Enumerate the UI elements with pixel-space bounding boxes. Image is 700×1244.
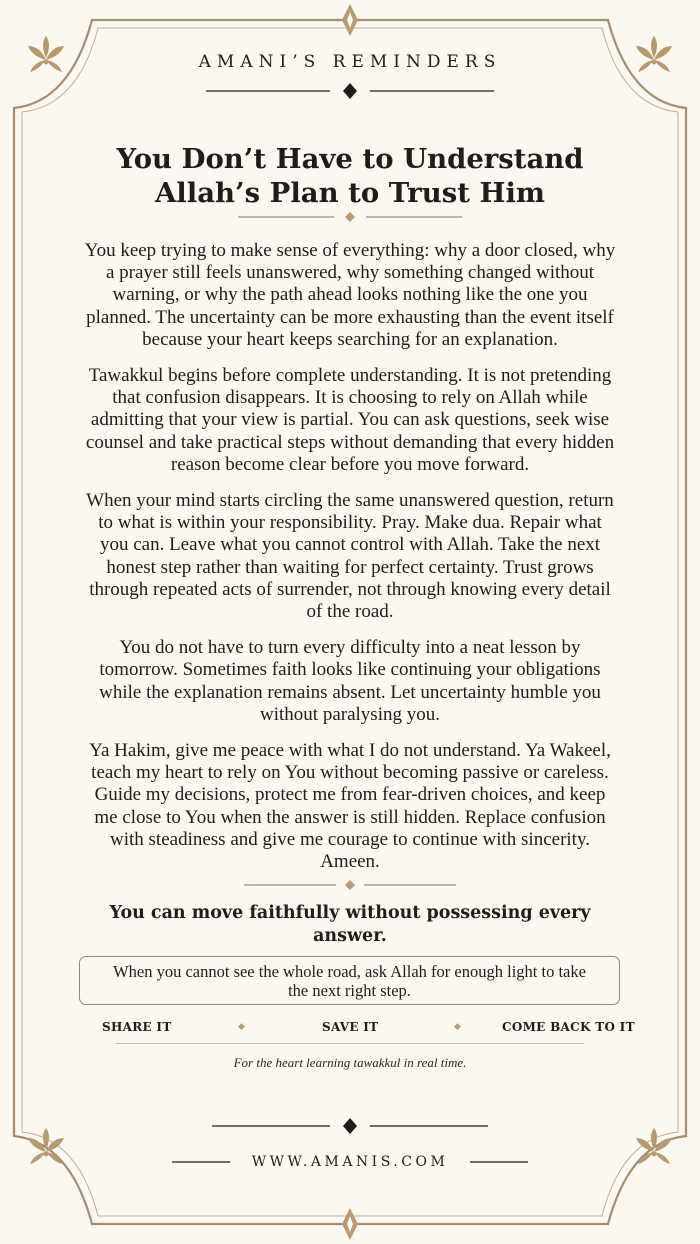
dua-paragraph: Ya Hakim, give me peace with what I do not understand. Ya Wakeel, teach my heart to rely on You without becoming passive or careless. Guide my decisions, protect me from fear-driven choices, and keep me close to You when the answer is still hidden. Replace confusion with steadiness and give me courage to continue with sincerity. Ameen. [89,740,611,873]
actions-divider [116,1043,584,1044]
callout-text: When you cannot see the whole road, ask Allah for enough light to take the next right step. [113,961,586,1000]
title-line-2: Allah’s Plan to Trust Him [154,177,546,209]
diamond-separator-icon: ◆ [454,1022,462,1032]
paragraph: You keep trying to make sense of everything: why a door closed, why a prayer still feels unanswered, why something changed without warning, or why the path ahead looks nothing like the one you planned. The uncertainty can be more exhausting than the event itself because your heart keeps searching for an explanation. [84,240,616,350]
save-button[interactable]: SAVE IT [322,1020,379,1034]
paragraph: When your mind starts circling the same unanswered question, return to what is within your responsibility. Pray. Make dua. Repair what you can. Leave what you cannot control with Allah. Take the next honest step rather than waiting for perfect certainty. Trust grows through repeated acts of surrender, not through knowing every detail of the road. [86,490,614,623]
action-row [100,1020,635,1036]
title-line-1: You Don’t Have to Understand [116,143,584,175]
page-title [40,142,660,210]
website-link[interactable]: WWW.AMANIS.COM [251,1154,449,1170]
paragraph: You do not have to turn every difficulty into a neat lesson by tomorrow. Sometimes faith looks like continuing your obligations while the explanation remains absent. Let uncertainty humble you without paralysing you. [99,637,601,725]
takeaway-heading: You can move faithfully without possessing every answer. [109,903,591,946]
callout-box [79,956,620,1005]
brand-header: AMANI’S REMINDERS [198,52,502,72]
paragraph: Tawakkul begins before complete understanding. It is not pretending that confusion disappears. It is choosing to rely on Allah while admitting that your view is partial. You can ask questions, seek wise counsel and take practical steps without demanding that every hidden reason become clear before you move forward. [85,365,615,475]
share-button[interactable]: SHARE IT [102,1020,172,1034]
come-back-button[interactable]: COME BACK TO IT [502,1020,635,1034]
body-text [84,240,616,887]
diamond-separator-icon: ◆ [238,1022,246,1032]
tagline: For the heart learning tawakkul in real time. [233,1055,467,1070]
